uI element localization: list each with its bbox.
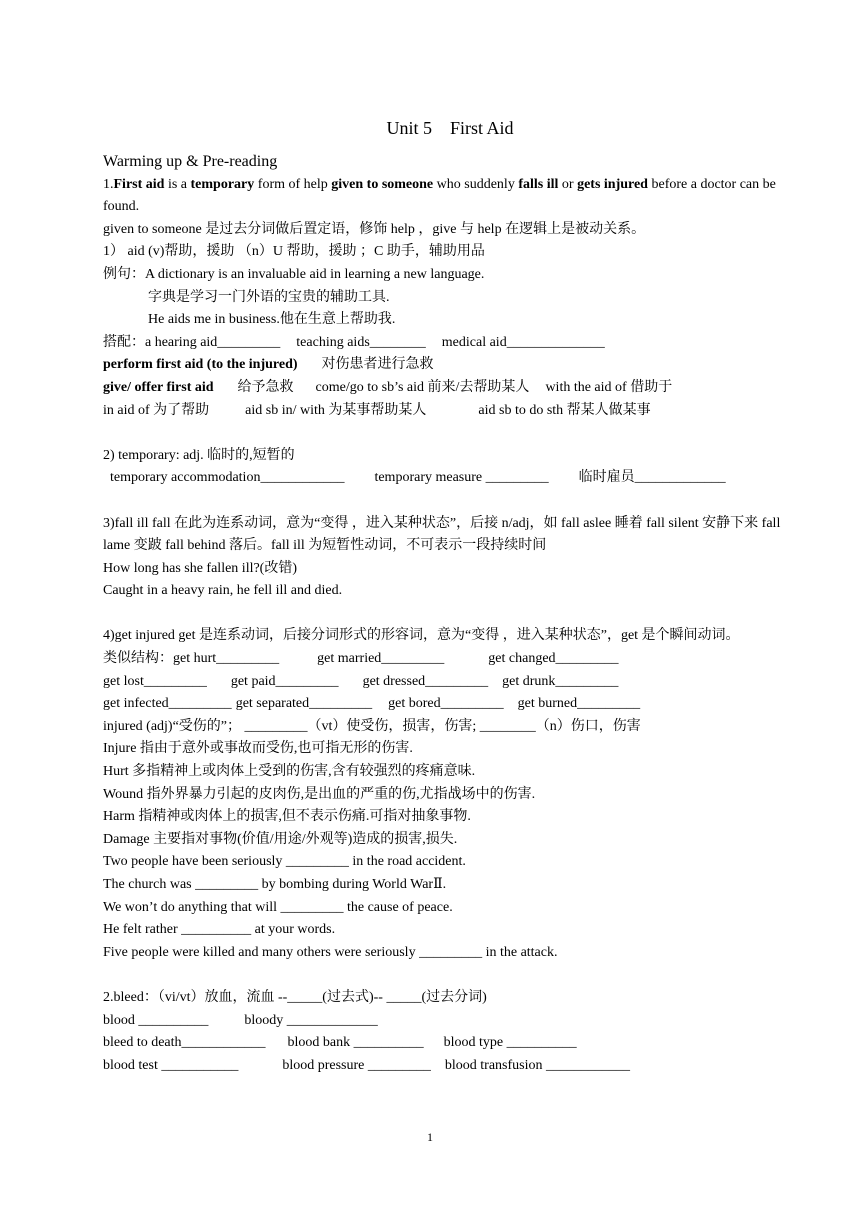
definition-injured: injured (adj)“受伤的”； _________（vt）使受伤，损害，伤害; ________（n）伤口，伤害 [103, 718, 641, 734]
exercise-item: get burned_________ [517, 696, 641, 712]
document-body [103, 151, 803, 1077]
collocation-item: a hearing aid_________ [145, 334, 281, 350]
exercise-sentence: The church was _________ by bombing during World WarⅡ. [103, 877, 447, 892]
paragraph-first-aid-definition [103, 174, 803, 219]
definition-aid: 1） aid (v)帮助，援助 （n）U 帮助，援助 ；C 助手，辅助用品 [103, 244, 485, 260]
correction-question: How long has she fallen ill?(改错) [103, 560, 298, 576]
exercise-item: temporary accommodation____________ [110, 470, 345, 486]
exercise-item: 临时雇员_____________ [578, 470, 726, 486]
example-line [103, 264, 803, 287]
collocation-item: medical aid______________ [441, 334, 605, 350]
exercise-item: temporary measure _________ [374, 470, 549, 486]
bold-phrase: perform first aid (to the injured) [103, 357, 298, 373]
definition-damage: Damage 主要指对事物(价值/用途/外观等)造成的损害,损失. [103, 831, 458, 847]
bold-term: falls ill [518, 176, 559, 192]
bold-term: temporary [190, 176, 255, 192]
exercise-item: bloody _____________ [244, 1012, 378, 1028]
phrase-line [103, 377, 803, 400]
text-run: before a doctor can be found. [103, 176, 776, 215]
exercise-item: get infected_________ [103, 696, 232, 712]
example-translation: 字典是学习一门外语的宝贵的辅助工具. [148, 289, 390, 305]
exercise-item: bleed to death____________ [103, 1035, 266, 1051]
exercise-line [103, 1010, 803, 1033]
exercise-item: get married_________ [317, 651, 445, 667]
exercise-item: blood test ___________ [103, 1057, 239, 1073]
exercise-line [103, 1032, 803, 1055]
exercise-item: get separated_________ [235, 696, 373, 712]
example-sentence: A dictionary is an invaluable aid in learning a new language. [145, 266, 485, 282]
page-number: 1 [427, 1130, 433, 1144]
exercise-sentence: Two people have been seriously _________ in the road accident. [103, 854, 466, 870]
exercise-item: get hurt_________ [173, 651, 280, 667]
collocation-line [103, 332, 803, 355]
page-title: Unit 5 First Aid [386, 118, 514, 138]
bold-phrase: give/ offer first aid [103, 379, 214, 395]
exercise-line [103, 467, 803, 490]
exercise-line [103, 1055, 803, 1078]
definition-wound: Wound 指外界暴力引起的皮肉伤,是出血的严重的伤,尤指战场中的伤害. [103, 786, 536, 802]
phrase-item: aid sb in/ with 为某事帮助某人 [245, 402, 427, 418]
text-run: form of help [254, 176, 332, 192]
bold-term: gets injured [577, 176, 648, 192]
exercise-item: get paid_________ [230, 673, 339, 689]
exercise-item: get bored_________ [388, 696, 504, 712]
exercise-item: blood bank __________ [287, 1035, 424, 1051]
section-heading: Warming up & Pre-reading [103, 153, 278, 170]
phrase-meaning: 给予急救 [237, 379, 294, 395]
definition-get-injured: 4)get injured get 是连系动词，后接分词形式的形容词，意为“变得 ，进入某种状态”，get 是个瞬间动词。 [103, 628, 740, 644]
definition-injure: Injure 指由于意外或事故而受伤,也可指无形的伤害. [103, 741, 413, 757]
phrase-item: come/go to sb’s aid 前来/去帮助某人 [315, 379, 530, 395]
text-run: is a [164, 176, 191, 192]
example-label: 例句： [103, 266, 145, 282]
item-number: 1. [103, 176, 114, 192]
spacer [103, 603, 803, 626]
example-sentence-2: He aids me in business.他在生意上帮助我. [148, 312, 396, 328]
exercise-item: blood type __________ [443, 1035, 577, 1051]
definition-harm: Harm 指精神或肉体上的损害,但不表示伤痛.可指对抽象事物. [103, 809, 471, 825]
exercise-item: get drunk_________ [502, 673, 619, 689]
phrase-line [103, 354, 803, 377]
exercise-sentence: We won’t do anything that will _________ the cause of peace. [103, 899, 453, 915]
exercise-sentence: Five people were killed and many others were seriously _________ in the attack. [103, 944, 558, 960]
phrase-meaning: 对伤患者进行急救 [321, 357, 434, 373]
exercise-item: get changed_________ [488, 651, 619, 667]
exercise-line [103, 648, 803, 671]
example-sentence-fall: Caught in a heavy rain, he fell ill and died. [103, 583, 343, 599]
definition-temporary: 2) temporary: adj. 临时的,短暂的 [103, 447, 295, 463]
phrase-item: with the aid of 借助于 [545, 379, 673, 395]
phrase-line [103, 400, 803, 423]
exercise-item: blood __________ [103, 1012, 209, 1028]
spacer [103, 422, 803, 445]
exercise-item: blood pressure _________ [282, 1057, 431, 1073]
bold-term: First aid [113, 176, 165, 192]
exercise-item: get dressed_________ [362, 673, 489, 689]
exercise-item: get lost_________ [103, 673, 207, 689]
definition-fall-ill: 3)fall ill fall 在此为连系动词，意为“变得 ，进入某种状态”，后接 n/adj，如 fall aslee 睡着 fall silent 安静下来 fall lame 变跛 fall behind 落后。fall ill 为短暂性动词，不可表示一段持续时间 [103, 515, 781, 554]
grammar-note: given to someone 是过去分词做后置定语，修饰 help ，give 与 help 在逻辑上是被动关系。 [103, 221, 646, 237]
spacer [103, 490, 803, 513]
exercise-item: blood transfusion ____________ [444, 1057, 630, 1073]
exercise-line [103, 693, 803, 716]
definition-hurt: Hurt 多指精神上或肉体上受到的伤害,含有较强烈的疼痛意味. [103, 764, 476, 780]
similar-label: 类似结构： [103, 651, 173, 667]
exercise-line [103, 671, 803, 694]
collocation-label: 搭配： [103, 334, 145, 350]
bold-term: given to someone [331, 176, 434, 192]
text-run: or [558, 176, 578, 192]
phrase-item: aid sb to do sth 帮某人做某事 [478, 402, 651, 418]
spacer [103, 964, 803, 987]
definition-bleed: 2.bleed：（vi/vt）放血，流血 --_____(过去式)-- _____(过去分词) [103, 989, 487, 1005]
text-run: who suddenly [433, 176, 519, 192]
collocation-item: teaching aids________ [296, 334, 426, 350]
exercise-sentence: He felt rather __________ at your words. [103, 922, 336, 938]
phrase-item: in aid of 为了帮助 [103, 402, 210, 418]
